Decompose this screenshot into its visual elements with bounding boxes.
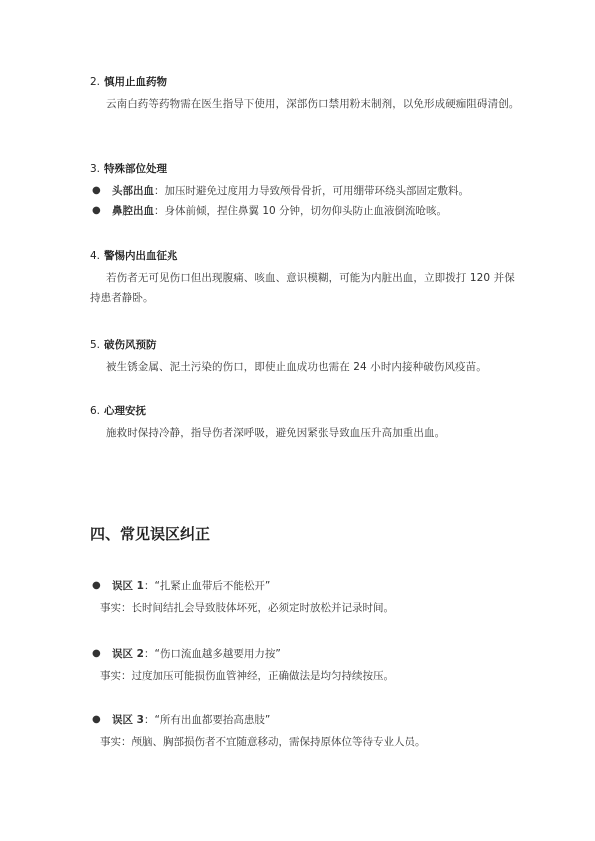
myth-item (90, 645, 520, 685)
item-body: 云南白药等药物需在医生指导下使用，深部伤口禁用粉末制剂，以免形成硬痂阻碍清创。 (106, 98, 520, 110)
myth-claim: ● 误区 3：“所有出血都要抬高患肢” (90, 711, 520, 729)
bullet-icon: ● (92, 185, 101, 196)
item-special-sites (90, 162, 520, 221)
item-internal-bleeding (90, 249, 520, 308)
myth-fact: 事实：过度加压可能损伤血管神经，正确做法是均匀持续按压。 (100, 670, 394, 682)
section-heading: 四、常见误区纠正 (90, 525, 211, 543)
item-title: 2. 慎用止血药物 (90, 76, 168, 88)
bullet-list (90, 181, 520, 221)
bullet-icon: ● (92, 580, 101, 591)
myth-fact: 事实：颅脑、胸部损伤者不宜随意移动，需保持原体位等待专业人员。 (100, 736, 426, 748)
item-tetanus (90, 338, 520, 377)
item-title: 5. 破伤风预防 (90, 339, 157, 351)
item-body: 被生锈金属、泥土污染的伤口，即使止血成功也需在 24 小时内接种破伤风疫苗。 (106, 361, 487, 373)
item-title: 6. 心理安抚 (90, 405, 147, 417)
list-item: ● 头部出血：加压时避免过度用力导致颅骨骨折，可用绷带环绕头部固定敷料。 (90, 181, 520, 201)
bullet-icon: ● (92, 205, 101, 216)
item-body: 若伤者无可见伤口但出现腹痛、咳血、意识模糊，可能为内脏出血，立即拨打 120 并保持患者静卧。 (90, 272, 515, 304)
bullet-icon: ● (92, 648, 101, 659)
item-medication (90, 75, 520, 114)
bullet-icon: ● (92, 714, 101, 725)
item-title: 3. 特殊部位处理 (90, 163, 168, 175)
myth-claim: ● 误区 1：“扎紧止血带后不能松开” (90, 577, 520, 595)
list-item: ● 鼻腔出血：身体前倾，捏住鼻翼 10 分钟，切勿仰头防止血液倒流呛咳。 (90, 201, 520, 221)
item-title: 4. 警惕内出血征兆 (90, 250, 178, 262)
item-psychological (90, 404, 520, 443)
myth-item (90, 577, 520, 617)
myth-claim: ● 误区 2：“伤口流血越多越要用力按” (90, 645, 520, 663)
item-body: 施救时保持冷静，指导伤者深呼吸，避免因紧张导致血压升高加重出血。 (106, 427, 446, 439)
myth-item (90, 711, 520, 751)
myth-fact: 事实：长时间结扎会导致肢体坏死，必须定时放松并记录时间。 (100, 602, 394, 614)
